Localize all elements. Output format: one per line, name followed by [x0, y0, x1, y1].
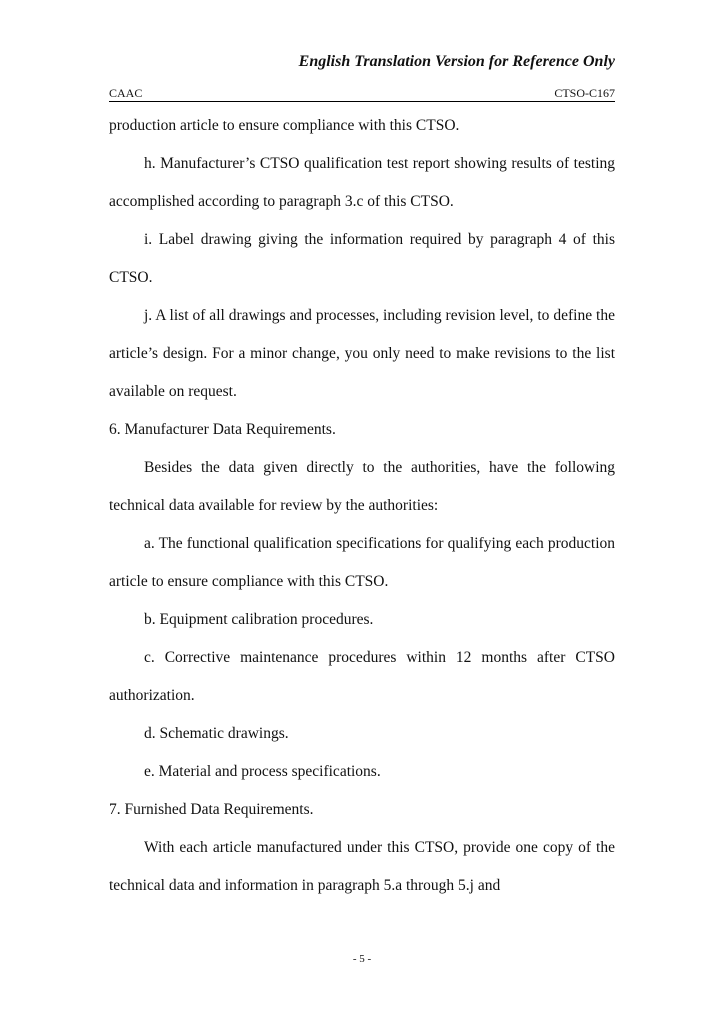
paragraph-continuation: production article to ensure compliance with this CTSO. — [109, 117, 460, 134]
section-heading-7: 7. Furnished Data Requirements. — [109, 801, 314, 818]
paragraph-item-c: c. Corrective maintenance procedures within 12 months after CTSO authorization. — [109, 649, 615, 704]
running-header — [109, 85, 615, 102]
document-body — [109, 107, 615, 905]
paragraph-item-h: h. Manufacturer’s CTSO qualification test report showing results of testing accomplished according to paragraph 3.c of this CTSO. — [109, 155, 615, 210]
paragraph-item-e: e. Material and process specifications. — [144, 763, 381, 780]
paragraph-section-6-intro: Besides the data given directly to the authorities, have the following technical data available for review by the authorities: — [109, 459, 615, 514]
document-heading: English Translation Version for Reference Only — [298, 53, 615, 70]
header-left-caac: CAAC — [109, 86, 143, 100]
section-heading-6: 6. Manufacturer Data Requirements. — [109, 421, 336, 438]
paragraph-item-a: a. The functional qualification specifications for qualifying each production article to ensure compliance with this CTSO. — [109, 535, 615, 590]
page-number: - 5 - — [352, 953, 372, 965]
paragraph-item-j: j. A list of all drawings and processes, including revision level, to define the article’s design. For a minor change, you only need to make revisions to the list available on request. — [109, 307, 615, 400]
paragraph-section-7-intro: With each article manufactured under this CTSO, provide one copy of the technical data and information in paragraph 5.a through 5.j and — [109, 839, 615, 894]
paragraph-item-b: b. Equipment calibration procedures. — [144, 611, 374, 628]
header-right-ctso-number: CTSO-C167 — [554, 86, 615, 100]
paragraph-item-i: i. Label drawing giving the information required by paragraph 4 of this CTSO. — [109, 231, 615, 286]
paragraph-item-d: d. Schematic drawings. — [144, 725, 289, 742]
